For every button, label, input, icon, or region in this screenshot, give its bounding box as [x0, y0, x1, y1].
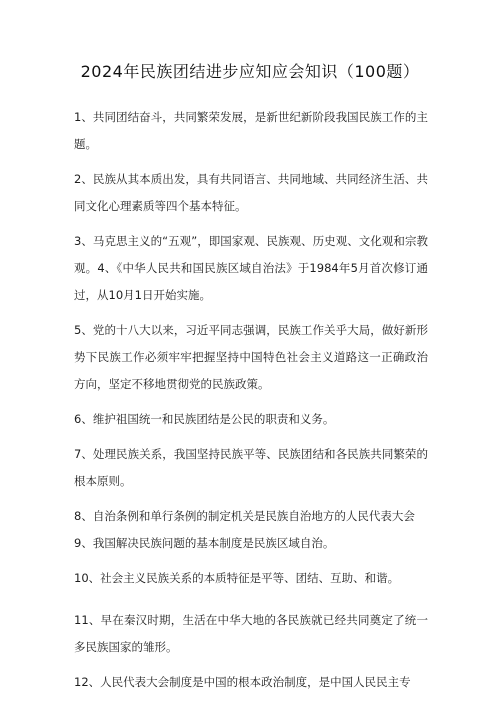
paragraph-6: 6、维护祖国统一和民族团结是公民的职责和义务。 [74, 412, 335, 426]
document-title: 2024年民族团结进步应知应会知识（100题） [80, 62, 420, 81]
paragraph-3: 3、马克思主义的“五观”，即国家观、民族观、历史观、文化观和宗教观。4、《中华人民共和国民族区域自治法》于1984年5月首次修订通过，从10月1日开始实施。 [74, 234, 428, 302]
paragraph-1: 1、共同团结奋斗，共同繁荣发展，是新世纪新阶段我国民族工作的主题。 [74, 110, 428, 151]
document-body [74, 104, 428, 704]
paragraph-2: 2、民族从其本质出发，具有共同语言、共同地域、共同经济生活、共同文化心理素质等四个基本特征。 [74, 172, 428, 213]
paragraph-10: 10、社会主义民族关系的本质特征是平等、团结、互助、和谐。 [74, 571, 400, 585]
paragraph-7: 7、处理民族关系，我国坚持民族平等、民族团结和各民族共同繁荣的根本原则。 [74, 447, 428, 488]
paragraph-12: 12、人民代表大会制度是中国的根本政治制度，是中国人民民主专 [74, 675, 411, 689]
paragraph-8: 8、自治条例和单行条例的制定机关是民族自治地方的人民代表大会 [74, 509, 415, 523]
paragraph-5: 5、党的十八大以来，习近平同志强调，民族工作关乎大局，做好新形势下民族工作必须牢牢把握坚持中国特色社会主义道路这一正确政治方向，坚定不移地贯彻党的民族政策。 [74, 323, 428, 391]
paragraph-11: 11、早在秦汉时期，生活在中华大地的各民族就已经共同奠定了统一多民族国家的雏形。 [74, 613, 428, 654]
paragraph-9: 9、我国解决民族问题的基本制度是民族区域自治。 [74, 536, 335, 550]
